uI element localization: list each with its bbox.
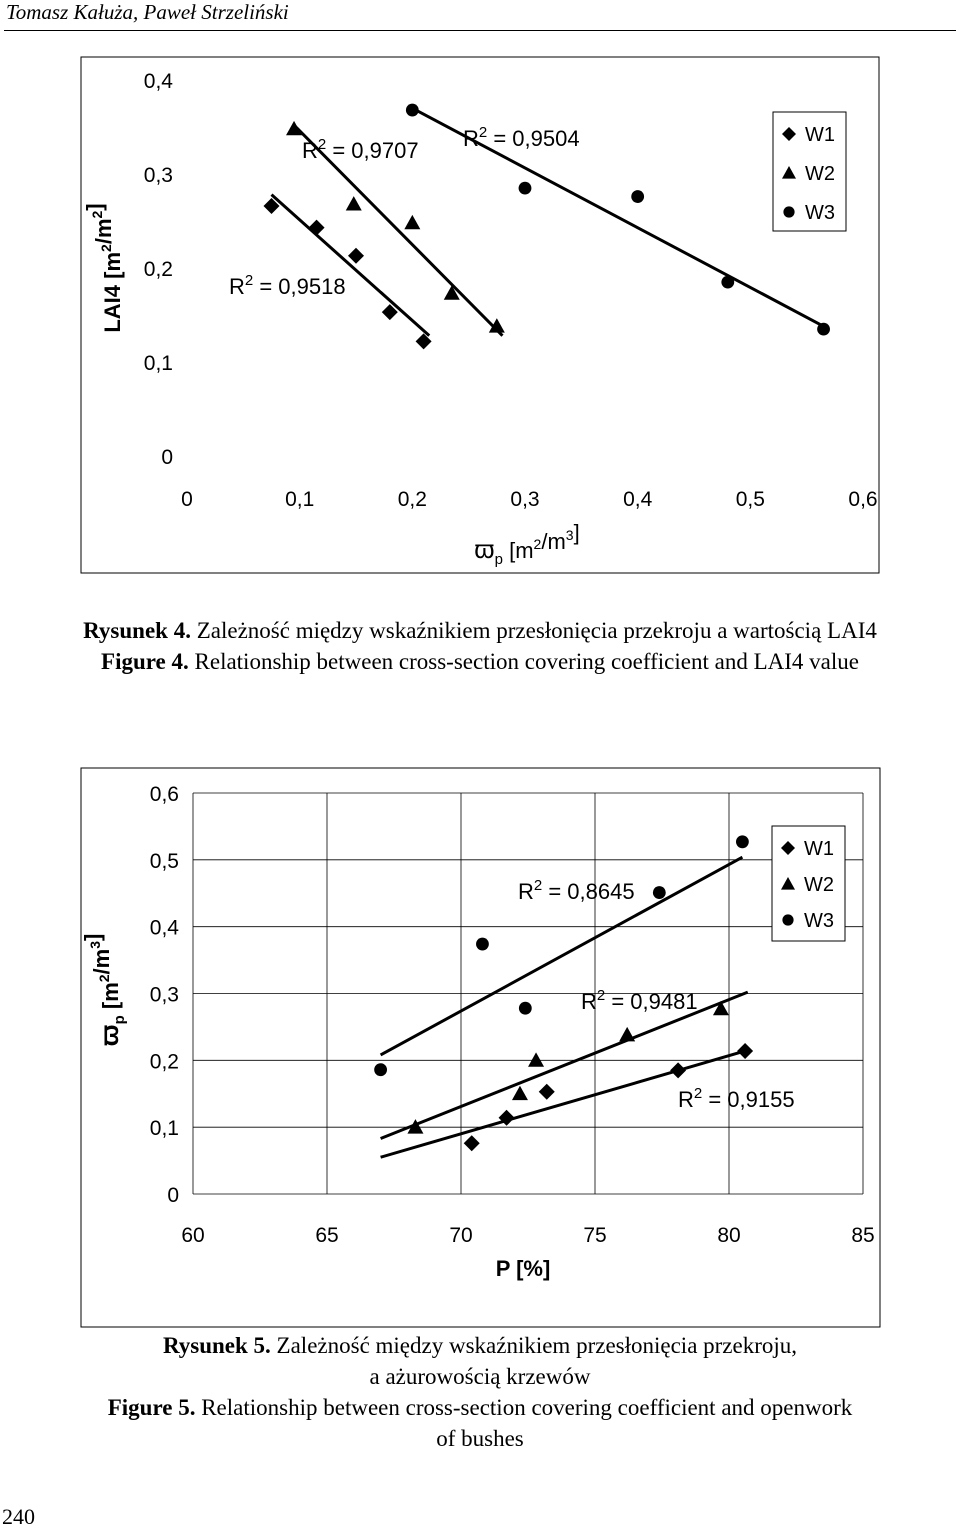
caption-text: Relationship between cross-section covering coefficient and openwork <box>201 1395 853 1420</box>
data-point-w3 <box>406 104 419 117</box>
figure-5-caption-en-2: of bushes <box>436 1426 524 1451</box>
caption-label: Figure 5. <box>107 1395 196 1420</box>
x-tick-label: 0,2 <box>397 488 427 511</box>
y-tick-label: 0 <box>167 1184 179 1207</box>
caption-text: Zależność między wskaźnikiem przesłonięcia przekroju a wartością LAI4 <box>196 618 877 643</box>
data-point-w3 <box>476 938 489 951</box>
y-tick-label: 0,4 <box>149 916 179 940</box>
legend-label-w2: W2 <box>804 874 834 896</box>
y-axis-label: $ϖ_p$ $[m^2/m^3]$ <box>80 933 128 1047</box>
y-tick-label: 0,1 <box>143 352 173 375</box>
caption-text: Zależność między wskaźnikiem przesłonięcia przekroju, <box>276 1333 798 1358</box>
y-tick-label: 0,4 <box>143 70 173 93</box>
x-axis-label: $ϖ_p$ $[m^2/m^3]$ <box>474 520 580 568</box>
x-axis-label: P [%] <box>495 1256 551 1281</box>
x-tick-label: 0,6 <box>848 488 878 511</box>
y-axis-label: LAI4 $[m^2/m^2]$ <box>82 203 125 333</box>
data-point-w3 <box>736 835 749 848</box>
r2-label-w3: $R^2 = 0,9504$ <box>463 124 580 151</box>
caption-label: Figure 4. <box>101 649 189 674</box>
r2-label-w3: $R^2 = 0,8645$ <box>518 877 635 904</box>
y-tick-label: 0,5 <box>149 849 179 873</box>
legend-label-w3: W3 <box>804 910 834 932</box>
caption-label: Rysunek 4. <box>83 618 191 643</box>
legend-marker-w3 <box>783 206 794 217</box>
caption-text: Relationship between cross-section covering coefficient and LAI4 value <box>194 649 859 674</box>
caption-label: Rysunek 5. <box>162 1333 271 1358</box>
y-tick-label: 0,6 <box>149 783 179 806</box>
r2-label-w1: $R^2 = 0,9155$ <box>678 1085 795 1112</box>
data-point-w3 <box>631 190 644 203</box>
data-point-w3 <box>721 276 734 289</box>
legend-label-w3: W3 <box>805 202 835 224</box>
data-point-w3 <box>653 886 666 899</box>
legend-label-w1: W1 <box>804 838 834 860</box>
figure-4-caption-pl <box>0 615 960 646</box>
x-tick-label: 85 <box>851 1224 875 1247</box>
figure-5-caption-pl-2: a ażurowością krzewów <box>369 1364 591 1389</box>
legend-marker-w3 <box>782 914 793 925</box>
x-tick-label: 0,3 <box>510 488 540 511</box>
data-point-w3 <box>519 1002 532 1015</box>
r2-label-w2: $R^2 = 0,9707$ <box>302 136 419 163</box>
y-tick-label: 0,3 <box>143 164 173 187</box>
data-point-w3 <box>519 182 532 195</box>
x-tick-label: 80 <box>717 1224 741 1247</box>
y-tick-label: 0,2 <box>149 1050 179 1074</box>
figure-5-caption-en <box>0 1392 960 1423</box>
data-point-w3 <box>817 323 830 336</box>
x-tick-label: 65 <box>315 1224 339 1247</box>
y-tick-label: 0 <box>161 446 173 469</box>
figure-4-caption-en <box>0 646 960 677</box>
x-tick-label: 75 <box>583 1224 607 1247</box>
legend-label-w1: W1 <box>805 124 835 146</box>
figure-4-chart <box>0 0 960 600</box>
page-header-authors: Tomasz Kałuża, Paweł Strzeliński <box>6 0 289 24</box>
data-point-w3 <box>374 1063 387 1076</box>
x-tick-label: 0,1 <box>285 488 315 511</box>
x-tick-label: 0,4 <box>623 488 653 511</box>
x-tick-label: 0 <box>181 488 193 511</box>
r2-label-w1: $R^2 = 0,9518$ <box>229 272 346 299</box>
r2-label-w2: $R^2 = 0,9481$ <box>581 987 698 1014</box>
legend-label-w2: W2 <box>805 163 835 185</box>
y-tick-label: 0,2 <box>143 258 173 281</box>
y-tick-label: 0,3 <box>149 983 179 1007</box>
x-tick-label: 0,5 <box>735 488 765 511</box>
figure-5-caption-pl <box>0 1330 960 1361</box>
figure-5-chart <box>0 740 960 1320</box>
x-tick-label: 60 <box>181 1224 205 1247</box>
y-tick-label: 0,1 <box>149 1117 179 1141</box>
x-tick-label: 70 <box>449 1224 473 1247</box>
page-number: 240 <box>2 1504 35 1529</box>
